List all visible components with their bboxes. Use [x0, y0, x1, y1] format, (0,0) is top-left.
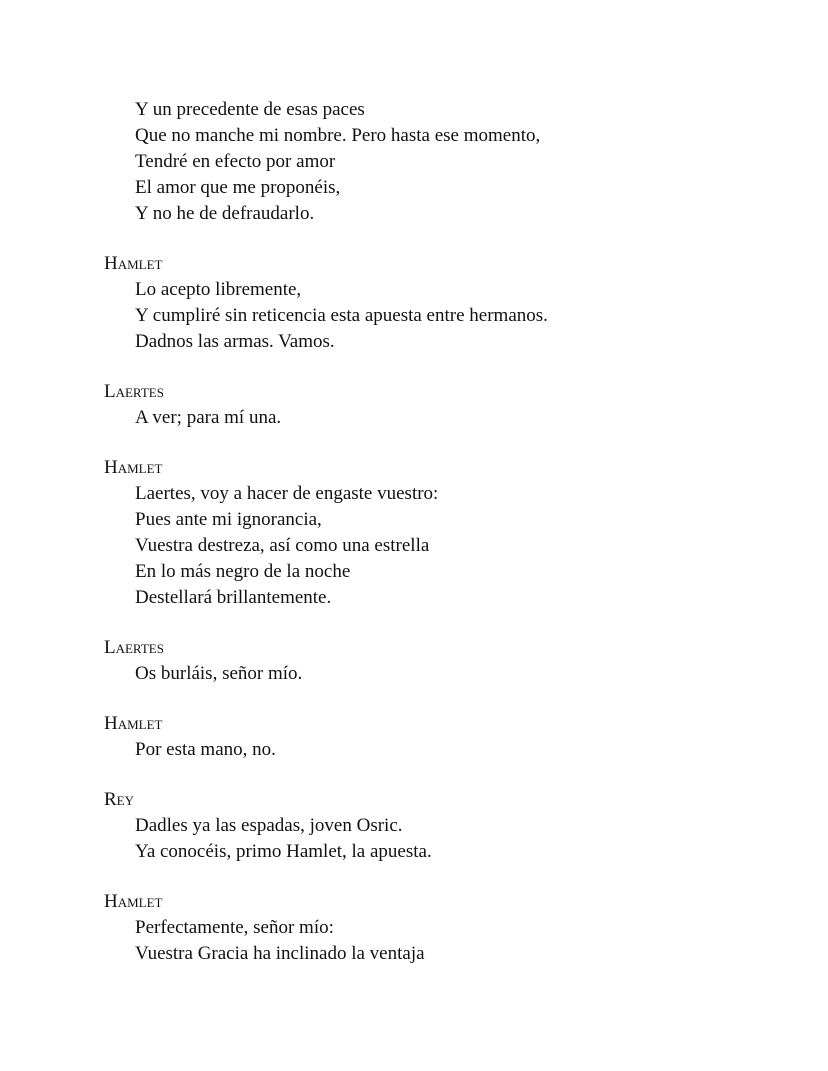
block-spacer: [104, 865, 784, 889]
dialogue-line: Ya conocéis, primo Hamlet, la apuesta.: [135, 841, 432, 862]
dialogue-line: Os burláis, señor mío.: [135, 663, 303, 684]
dialogue-line: Laertes, voy a hacer de engaste vuestro:: [135, 483, 439, 504]
speaker-name: Hamlet: [104, 457, 163, 478]
block-spacer: [104, 355, 784, 379]
speaker-name: Laertes: [104, 637, 164, 658]
dialogue-line: Que no manche mi nombre. Pero hasta ese momento,: [135, 125, 541, 146]
dialogue-line: En lo más negro de la noche: [135, 561, 351, 582]
dialogue-line: Lo acepto libremente,: [135, 279, 302, 300]
block-spacer: [104, 227, 784, 251]
dialogue-line: Perfectamente, señor mío:: [135, 917, 334, 938]
block-spacer: [104, 611, 784, 635]
dialogue-line: Pues ante mi ignorancia,: [135, 509, 322, 530]
dialogue-line: Vuestra destreza, así como una estrella: [135, 535, 430, 556]
dialogue-lines: [104, 97, 784, 227]
speaker-name: Hamlet: [104, 713, 163, 734]
dialogue-line: Tendré en efecto por amor: [135, 151, 336, 172]
block-spacer: [104, 687, 784, 711]
dialogue-block: [104, 711, 784, 763]
dialogue-line: A ver; para mí una.: [135, 407, 282, 428]
dialogue-block: [104, 455, 784, 611]
dialogue-line: Y un precedente de esas paces: [135, 99, 365, 120]
dialogue-block: [104, 787, 784, 865]
dialogue-block: [104, 251, 784, 355]
dialogue-block: [104, 635, 784, 687]
dialogue-line: Destellará brillantemente.: [135, 587, 332, 608]
dialogue-lines: [104, 481, 784, 611]
dialogue-line: Y no he de defraudarlo.: [135, 203, 315, 224]
dialogue-lines: [104, 737, 784, 763]
dialogue-line: Dadles ya las espadas, joven Osric.: [135, 815, 403, 836]
block-spacer: [104, 763, 784, 787]
dialogue-block: [104, 379, 784, 431]
speaker-name: Hamlet: [104, 891, 163, 912]
speaker-name: Hamlet: [104, 253, 163, 274]
dialogue-line: Vuestra Gracia ha inclinado la ventaja: [135, 943, 425, 964]
speaker-name: Rey: [104, 789, 135, 810]
dialogue-lines: [104, 813, 784, 865]
script-page: [104, 97, 784, 967]
dialogue-lines: [104, 277, 784, 355]
block-spacer: [104, 431, 784, 455]
dialogue-block: [104, 97, 784, 227]
speaker-name: Laertes: [104, 381, 164, 402]
dialogue-lines: [104, 915, 784, 967]
dialogue-line: Y cumpliré sin reticencia esta apuesta entre hermanos.: [135, 305, 548, 326]
dialogue-block: [104, 889, 784, 967]
dialogue-lines: [104, 405, 784, 431]
dialogue-lines: [104, 661, 784, 687]
dialogue-line: Por esta mano, no.: [135, 739, 276, 760]
dialogue-line: Dadnos las armas. Vamos.: [135, 331, 335, 352]
dialogue-line: El amor que me proponéis,: [135, 177, 341, 198]
